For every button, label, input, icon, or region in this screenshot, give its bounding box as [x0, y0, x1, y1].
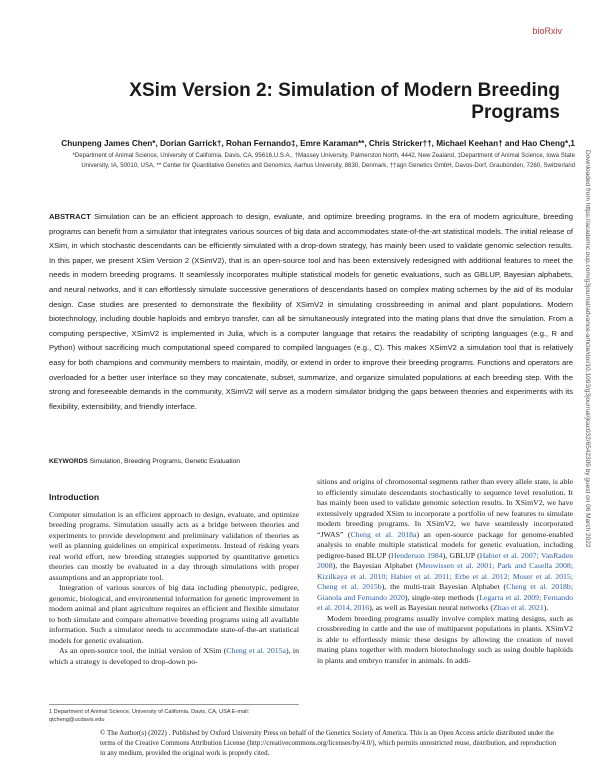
- section-heading-introduction: Introduction: [49, 492, 100, 502]
- text-run: ).: [543, 603, 549, 612]
- citation-link[interactable]: Legarra et al. 2009; Fernando et al. 2014, 2016: [317, 592, 573, 612]
- citation-link[interactable]: Cheng et al. 2018a: [350, 529, 417, 539]
- intro-paragraph-2: Integration of various sources of big data including phenotypic, pedigree, genomic, biological, and environmental information for genetic improvement in modern animal and plant agriculture requires an efficient and flexible simulator to both simulate and compare alternative breeding programs using all available information. Such a simulator needs to accommodate state-of-the-art statistical models for genetic evaluation.: [49, 583, 299, 645]
- citation-link[interactable]: Zhao et al. 2021: [493, 603, 544, 612]
- text-run: ), the Bayesian Alphabet (: [332, 561, 419, 570]
- biorxiv-logo: bioRxiv: [532, 26, 562, 36]
- corresponding-author-footnote: 1 Department of Animal Science, University of California, Davis, CA, USA E-mail: qtcheng@ucdavis.edu: [49, 704, 299, 724]
- text-run: ), GBLUP (: [442, 550, 480, 560]
- keywords-text: Simulation, Breeding Programs, Genetic Evaluation: [89, 458, 240, 465]
- citation-link[interactable]: Meuwissen et al. 2001; Park and Casella 2008; Kizilkaya et al. 2010; Habier et al. 2011; Erbe et al. 2012; Moser et al. 2015; Cheng et al. 2015b: [317, 561, 573, 591]
- author-list: Chunpeng James Chen*, Dorian Garrick†, Rohan Fernando‡, Emre Karaman**, Chris Stricker††, Michael Keehan† and Hao Cheng*,1: [61, 139, 575, 148]
- abstract: [49, 210, 573, 414]
- text-run: ), the multi-trait Bayesian Alphabet (: [381, 582, 507, 591]
- intro-paragraph-1: Computer simulation is an efficient approach to design, evaluate, and optimize breeding programs. Simulation usually acts as a bridge between theories and experiments to provide development and preliminary validation of theories as well as planning guidelines on empirical experiments. Instead of risking years real world effort, new breeding strategies supported by quantitative genetics theories can mostly be evaluated in a day through simulations with proper assumptions and an appropriate tool.: [49, 509, 299, 582]
- right-paragraph-2: Modern breeding programs usually involve complex mating designs, such as crossbreeding in cattle and the use of multiparent populations in plants. XSimV2 is able to effortlessly mimic these designs by allowing the creation of novel mating plans together with modern biotechnology such as using double haploids in plants and embryo transfer in animals. In addi-: [317, 613, 573, 665]
- right-paragraph-1: [317, 477, 573, 614]
- intro-p3-start: As an open-source tool, the initial version of XSim (: [59, 646, 227, 655]
- intro-p3-end: ), in which a strategy is developed to drop-down po-: [49, 646, 299, 666]
- license-statement: © The Author(s) (2022) . Published by Oxford University Press on behalf of the Genetics Society of America. This is an Open Access article distributed under the terms of the Creative Commons Attribution License (http://creativecommons.org/licenses/by/4.0/), which permits unrestricted reuse, distribution, and reproduction in any medium, provided the original work is properly cited.: [100, 729, 557, 757]
- citation-link[interactable]: Cheng et al. 2018b; Gianola and Fernando 2020: [317, 582, 573, 602]
- paper-title: XSim Version 2: Simulation of Modern Breeding Programs: [129, 80, 560, 123]
- citation-link[interactable]: Henderson 1984: [391, 550, 443, 560]
- right-column: [317, 477, 573, 666]
- keywords: [49, 458, 573, 465]
- download-side-note: Downloaded from https://academic.oup.com/g3journal/advance-article/doi/10.1093/g3journal/jkac032/6542309 by guest on 06 March 2022: [584, 150, 591, 548]
- text-run: ), single-step methods (: [404, 592, 480, 602]
- text-run: sitions and origins of chromosomal segments rather than every allele state, is able to efficiently simulate descendants stochastically to sequence level resolution. It has mainly been used to validate genomic selection results. In XSimV2, we have extensively upgraded XSim to incorporate a portfolio of new features to simulate modern breeding programs. In XSimV2, we have seamlessly incorporated “JWAS” (: [317, 477, 573, 539]
- keywords-label: KEYWORDS: [49, 458, 88, 465]
- citation-link[interactable]: Cheng et al. 2015a: [226, 646, 287, 655]
- abstract-text: Simulation can be an efficient approach to design, evaluate, and optimize breeding programs. In the era of modern agriculture, breeding programs can benefit from a simulator that integrates various sources of big data and accommodates state-of-the-art statistical models. The initial release of XSim, in which stochastic descendants can be efficiently simulated with a drop-down strategy, has mainly been used to validate genomic selection results. In this paper, we present XSim Version 2 (XSimV2), that is an open-source tool and has been extensively redesigned with additional features to meet the needs in modern breeding programs. It seamlessly incorporates multiple statistical models for genetic evaluations, such as GBLUP, Bayesian alphabets, and neural networks, and it can effortlessly simulate successive generations of descendants based on complex mating schemes by the aid of its modular design. Case studies are presented to demonstrate the flexibility of XSimV2 in simulating crossbreeding in animal and plant populations. Modern biotechnology, including double haploids and embryo transfer, can all be simultaneously integrated into the mating plans that drive the simulation. From a computing perspective, XSimV2 is implemented in Julia, which is a computer language that retains the readability of scripting languages (e.g., R and Python) without sacrificing much computational speed compared to compiled languages (e.g., C). This makes XSimV2 a simulation tool that is relatively easy for both champions and community members to maintain, modify, or extend in order to improve their breeding programs. Functions and operators are overloaded for a better user interface so they may concatenate, subset, summarize, and organize simulated populations at each breeding step. With the strong and foreseeable demands in the community, XSimV2 will serve as a modern simulator bridging the gaps between theories and experiments with its flexibility, extensibility, and friendly interface.: [49, 212, 573, 411]
- intro-paragraph-3: [49, 646, 299, 667]
- text-run: ), as well as Bayesian neural networks (: [369, 603, 494, 612]
- text-run: ) an open-source package for genome-enabled analysis to enable multiple statistical models for genetic evaluation, including pedigree-based BLUP (: [317, 529, 573, 560]
- abstract-label: ABSTRACT: [49, 212, 91, 221]
- affiliations: *Department of Animal Science, University of California, Davis, CA, 95616,U.S.A., †Massey University, Palmerston North, 4442, New Zealand, ‡Department of Animal Science, Iowa State University, IA, 50010, USA, ** Center for Quantitative Genetics and Genomics, Aarhus University, 8830, Denmark, ††agn Genetics GmbH, Davos-Dorf, Graubünden, 7260, Switzerland: [72, 152, 575, 169]
- citation-link[interactable]: Habier et al. 2007; VanRaden 2008: [317, 550, 573, 570]
- left-column: [49, 492, 299, 667]
